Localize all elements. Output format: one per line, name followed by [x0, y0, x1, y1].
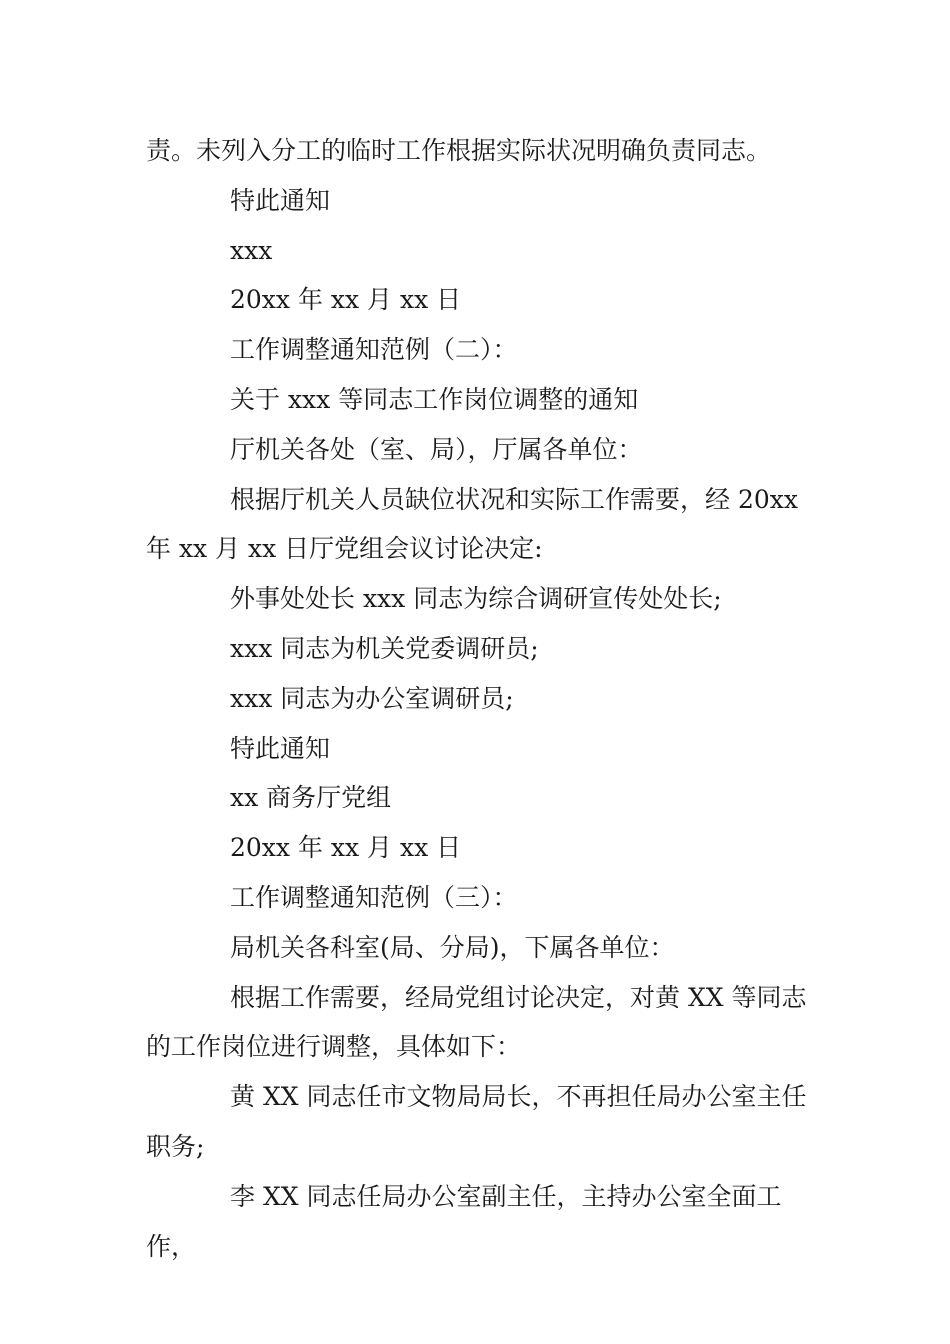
signature-name: xxx	[230, 235, 273, 265]
paragraph-continuation: 责。未列入分工的临时工作根据实际状况明确负责同志。	[146, 136, 772, 165]
appointment-item: 黄 XX 同志任市文物局局长，不再担任局办公室主任	[230, 1082, 807, 1112]
signature-date: 20xx 年 xx 月 xx 日	[230, 285, 462, 315]
signature-date: 20xx 年 xx 月 xx 日	[230, 833, 462, 863]
section-heading: 工作调整通知范例（三）：	[230, 882, 518, 912]
appointment-item: 李 XX 同志任局办公室副主任，主持办公室全面工作，	[146, 1181, 782, 1261]
body-paragraph: 根据工作需要，经局党组讨论决定，对黄 XX 等同志	[230, 982, 807, 1012]
signature-name: xx 商务厅党组	[230, 783, 392, 813]
appointment-item: 外事处处长 xxx 同志为综合调研宣传处处长;	[230, 584, 722, 614]
body-paragraph-continuation: 年 xx 月 xx 日厅党组会议讨论决定:	[146, 534, 543, 564]
document-body	[146, 126, 826, 1271]
appointment-item: xxx 同志为办公室调研员;	[230, 683, 514, 713]
recipients: 局机关各科室(局、分局)，下属各单位：	[230, 932, 675, 962]
closing-notice: 特此通知	[230, 733, 331, 763]
appointment-item: xxx 同志为机关党委调研员;	[230, 633, 539, 663]
body-paragraph: 根据厅机关人员缺位状况和实际工作需要，经 20xx	[230, 484, 798, 514]
body-paragraph-continuation: 的工作岗位进行调整，具体如下：	[146, 1032, 522, 1062]
recipients: 厅机关各处（室、局），厅属各单位：	[230, 434, 643, 464]
appointment-item-continuation: 职务;	[146, 1131, 205, 1161]
closing-notice: 特此通知	[230, 185, 331, 215]
notice-title: 关于 xxx 等同志工作岗位调整的通知	[230, 384, 639, 414]
section-heading: 工作调整通知范例（二）：	[230, 335, 518, 365]
